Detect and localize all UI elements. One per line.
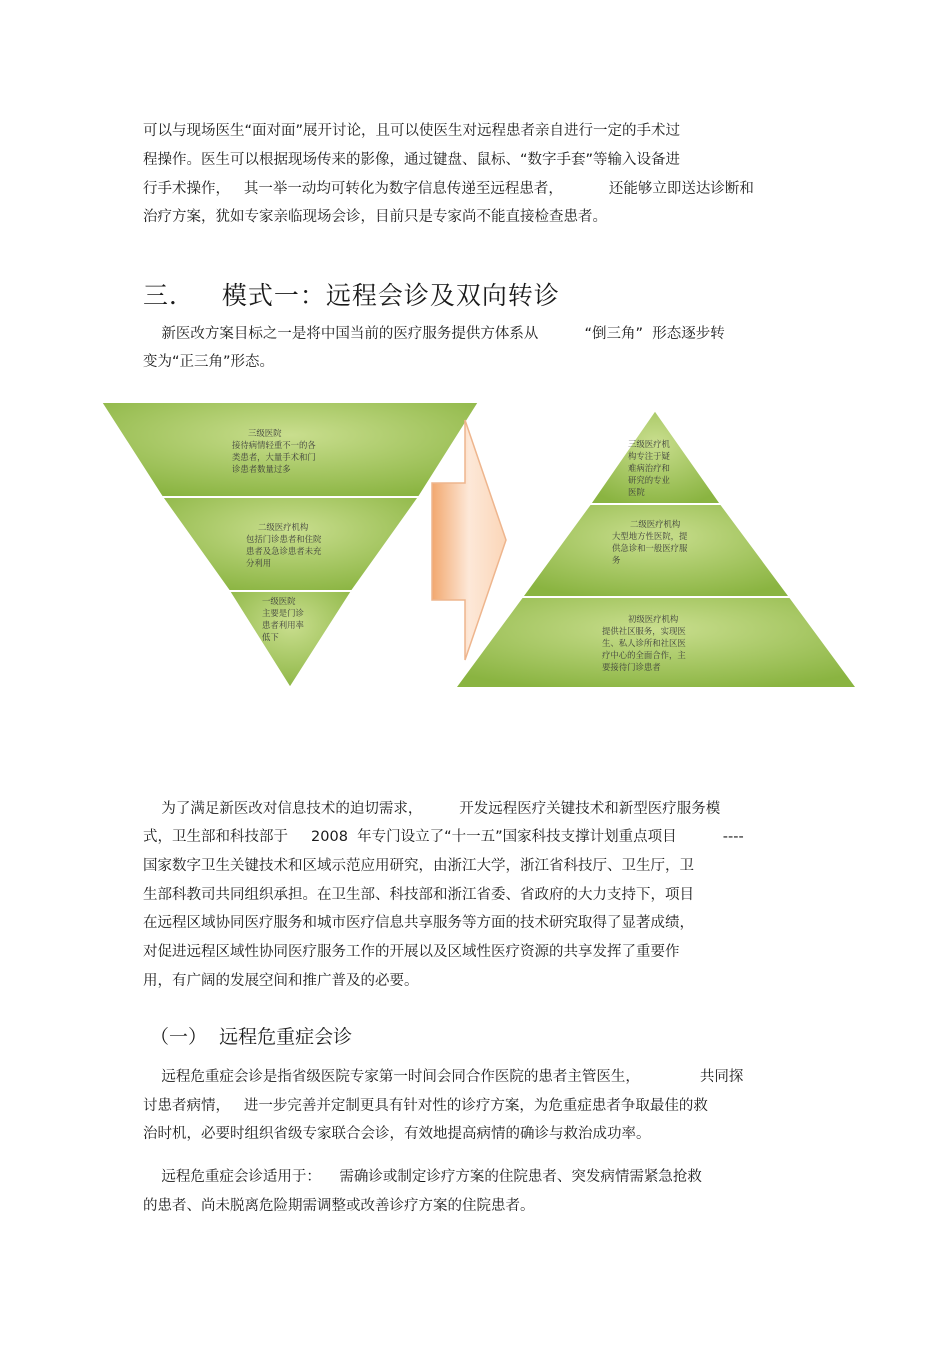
- text-line: 行手术操作， 其一举一动均可转化为数字信息传递至远程患者， 还能够立即送达诊断和: [143, 181, 754, 197]
- inverted-middle-label-0: 二级医疗机构: [258, 522, 309, 532]
- text-line: 对促进远程区域性协同医疗服务工作的开展以及区域性医疗资源的共享发挥了重要作: [143, 944, 680, 960]
- upright-middle-label-1: 大型地方性医院，提: [612, 531, 688, 541]
- upright-top-label-4: 医院: [628, 487, 645, 497]
- text-line: 可以与现场医生“面对面”展开讨论，且可以使医生对远程患者亲自进行一定的手术过: [143, 123, 681, 139]
- text-line: 远程危重症会诊是指省级医院专家第一时间会同合作医院的患者主管医生， 共同探: [143, 1069, 744, 1085]
- inverted-bottom-label-0: 一级医院: [262, 596, 296, 606]
- inverted-middle-label-2: 患者及急诊患者未充: [246, 546, 322, 556]
- section-heading: 三． 模式一：远程会诊及双向转诊: [143, 281, 560, 310]
- inverted-bottom-label-3: 低下: [262, 632, 279, 642]
- inverted-top-label-1: 接待病情轻重不一的各: [232, 440, 316, 450]
- upright-bottom-label-4: 要接待门诊患者: [602, 662, 661, 672]
- text-line: 国家数字卫生关键技术和区域示范应用研究，由浙江大学，浙江省科技厅、卫生厅，卫: [143, 858, 694, 874]
- text-line: 变为“正三角”形态。: [143, 354, 275, 370]
- inverted-top-label-2: 类患者，大量手术和门: [232, 452, 316, 462]
- text-line: 治疗方案，犹如专家亲临现场会诊，目前只是专家尚不能直接检查患者。: [143, 209, 607, 225]
- upright-bottom-label-1: 提供社区服务，实现医: [602, 626, 686, 636]
- inverted-middle-label-3: 分利用: [246, 558, 272, 568]
- upright-middle-label-0: 二级医疗机构: [630, 519, 681, 529]
- text-line: 治时机，必要时组织省级专家联合会诊，有效地提高病情的确诊与救治成功率。: [143, 1126, 651, 1142]
- upright-middle-label-3: 务: [612, 555, 621, 565]
- upright-top-label-1: 构专注于疑: [628, 451, 670, 461]
- upright-bottom-label-0: 初级医疗机构: [628, 614, 679, 624]
- inverted-bottom-label-1: 主要是门诊: [262, 608, 304, 618]
- upright-bottom-label-2: 生、私人诊所和社区医: [602, 638, 686, 648]
- text-line: 远程危重症会诊适用于： 需确诊或制定诊疗方案的住院患者、突发病情需紧急抢救: [143, 1169, 702, 1185]
- text-line: 的患者、尚未脱离危险期需调整或改善诊疗方案的住院患者。: [143, 1198, 535, 1214]
- text-line: 讨患者病情， 进一步完善并定制更具有针对性的诊疗方案，为危重症患者争取最佳的救: [143, 1098, 708, 1114]
- upright-top-label-3: 研究的专业: [628, 475, 670, 485]
- inverted-middle-label-1: 包括门诊患者和住院: [246, 534, 322, 544]
- text-line: 生部科教司共同组织承担。在卫生部、科技部和浙江省委、省政府的大力支持下，项目: [143, 887, 694, 903]
- inverted-top-label-3: 诊患者数量过多: [232, 464, 291, 474]
- text-line: 式，卫生部和科技部于 2008 年专门设立了“十一五”国家科技支撑计划重点项目 ----: [143, 829, 744, 845]
- text-line: 为了满足新医改对信息技术的迫切需求， 开发远程医疗关键技术和新型医疗服务模: [143, 801, 721, 817]
- inverted-top-label-0: 三级医院: [248, 428, 282, 438]
- upright-top-label-2: 难病治疗和: [628, 463, 670, 473]
- upright-bottom-label-3: 疗中心的全面合作，主: [602, 650, 686, 660]
- upright-top-label-0: 三级医疗机: [628, 439, 670, 449]
- text-line: 在远程区域协同医疗服务和城市医疗信息共享服务等方面的技术研究取得了显著成绩，: [143, 915, 694, 931]
- text-line: 用，有广阔的发展空间和推广普及的必要。: [143, 973, 419, 989]
- inverted-bottom-label-2: 患者利用率: [262, 620, 304, 630]
- text-line: 程操作。医生可以根据现场传来的影像，通过键盘、鼠标、“数字手套”等输入设备进: [143, 152, 681, 168]
- text-line: 新医改方案目标之一是将中国当前的医疗服务提供方体系从 “倒三角” 形态逐步转: [143, 326, 725, 342]
- subsection-heading: （一） 远程危重症会诊: [150, 1026, 353, 1048]
- inverted-tier-middle: [162, 497, 419, 591]
- upright-middle-label-2: 供急诊和一般医疗服: [612, 543, 688, 553]
